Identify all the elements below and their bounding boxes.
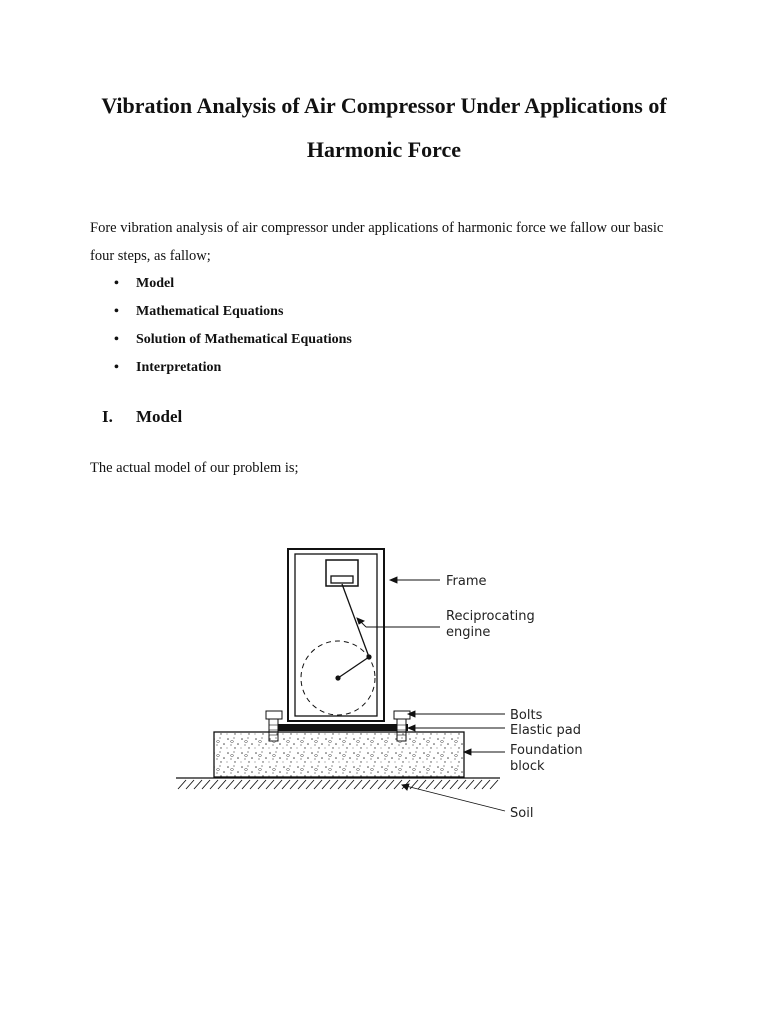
label-reciprocating: Reciprocating [446,609,535,624]
model-text: The actual model of our problem is; [90,460,299,476]
step-label: Interpretation [136,360,222,375]
bullet-icon: • [114,332,119,347]
frame-shape [288,549,384,721]
label-soil: Soil [510,806,534,821]
foundation-block-shape [214,732,464,777]
list-item [90,270,690,298]
label-engine: engine [446,625,491,640]
label-frame: Frame [446,574,487,589]
page-title: Vibration Analysis of Air Compressor Under Applications of Harmonic Force [101,93,667,162]
steps-list [90,270,690,382]
section-number: I. [102,407,113,426]
reciprocating-engine-shape [301,560,375,715]
intro-paragraph: Fore vibration analysis of air compressor under applications of harmonic force we fallow our basic four steps, as fallow; [90,220,664,264]
step-label: Model [136,276,175,291]
bullet-icon: • [114,276,119,291]
section-title: Model [136,407,183,426]
section-heading [90,407,182,427]
list-item [90,326,690,354]
compressor-model-figure [170,540,583,830]
label-elastic-pad: Elastic pad [510,723,582,738]
label-block: block [510,759,545,774]
label-foundation: Foundation [510,743,583,758]
list-item [90,354,690,382]
step-label: Solution of Mathematical Equations [136,332,352,347]
label-bolts: Bolts [510,708,543,723]
elastic-pad-shape [274,724,408,731]
step-label: Mathematical Equations [136,304,284,319]
bullet-icon: • [114,360,119,375]
bullet-icon: • [114,304,119,319]
list-item [90,298,690,326]
soil-shape [176,778,500,789]
